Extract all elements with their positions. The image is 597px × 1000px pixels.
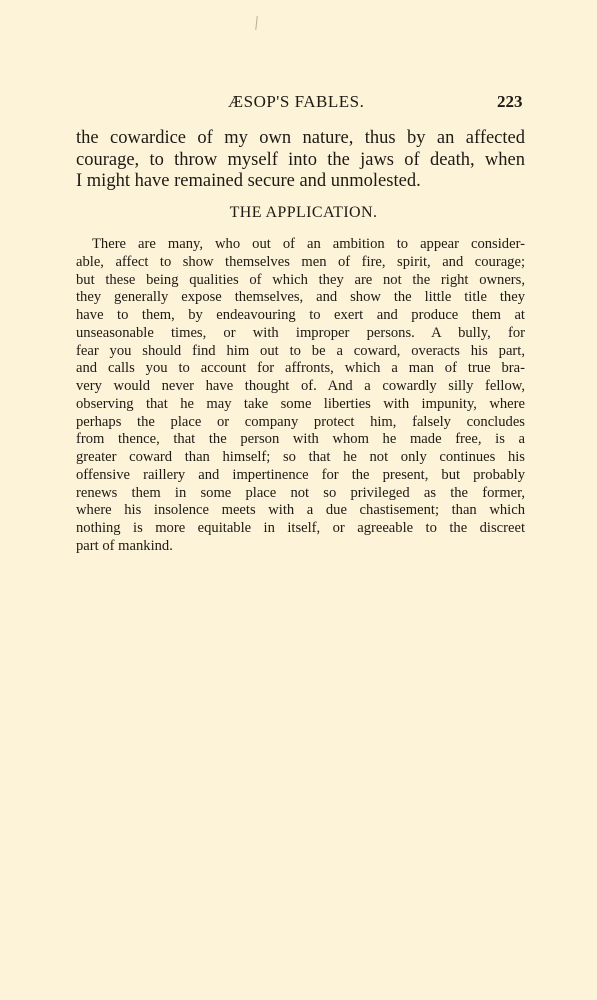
text-line: the cowardice of my own nature, thus by an affected — [76, 128, 525, 148]
text-line: where his insolence meets with a due chastisement; than which — [76, 502, 525, 519]
text-line: renews them in some place not so privileged as the former, — [76, 484, 525, 501]
text-line: courage, to throw myself into the jaws of death, when — [76, 149, 525, 170]
text-line: greater coward than himself; so that he not only continues his — [76, 449, 525, 465]
pencil-mark — [255, 16, 257, 30]
text-line: but these being qualities of which they are not the right owners, — [76, 271, 525, 288]
text-line: they generally expose themselves, and show the little title they — [76, 289, 525, 306]
text-line: fear you should find him out to be a coward, overacts his part, — [76, 342, 525, 359]
page-number: 223 — [497, 92, 523, 111]
section-heading — [0, 204, 597, 222]
text-line: from thence, that the person with whom he made free, is a — [76, 431, 525, 448]
running-head: ÆSOP'S FABLES. — [228, 92, 365, 111]
text-line: very would never have thought of. And a cowardly silly fellow, — [76, 378, 525, 394]
carry-over-paragraph — [76, 128, 525, 193]
application-paragraph — [76, 236, 525, 556]
text-line: able, affect to show themselves men of fire, spirit, and courage; — [76, 253, 525, 270]
text-line: and calls you to account for affronts, which a man of true bra- — [76, 360, 525, 377]
text-line: unseasonable times, or with improper persons. A bully, for — [76, 324, 525, 341]
text-line: perhaps the place or company protect him, falsely concludes — [76, 413, 525, 430]
text-line: offensive raillery and impertinence for the present, but probably — [76, 466, 525, 483]
text-line: I might have remained secure and unmolested. — [76, 171, 421, 192]
text-line: There are many, who out of an ambition to appear consider- — [92, 236, 525, 252]
text-line: have to them, by endeavouring to exert and produce them at — [76, 307, 525, 323]
text-line: observing that he may take some liberties with impunity, where — [76, 395, 525, 412]
section-heading-text: THE APPLICATION. — [229, 204, 378, 221]
text-line: nothing is more equitable in itself, or agreeable to the discreet — [76, 520, 525, 536]
text-line: part of mankind. — [76, 537, 173, 554]
